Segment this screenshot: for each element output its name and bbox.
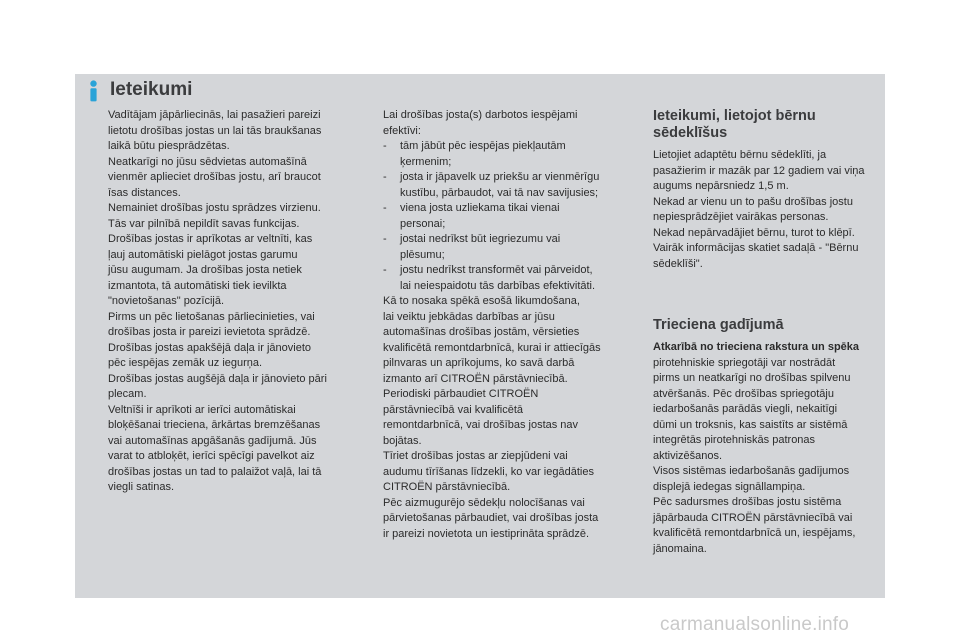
bullet-line: personai; <box>400 217 446 230</box>
section-title-collision: Trieciena gadījumā <box>653 317 784 333</box>
bullet-dash: - <box>383 171 387 183</box>
text-line: drošības josta ir pareizi ievietota sprādzē. <box>108 326 311 338</box>
bullet-dash: - <box>383 233 387 245</box>
text-line: bloķēšanai trieciena, ārkārtas bremzēšanas <box>108 419 321 431</box>
text-line: jānomaina. <box>653 542 707 555</box>
text-line: pārvietošanas pārbaudiet, vai drošības josta <box>383 512 599 524</box>
text-line: Nekad nepārvadājiet bērnu, turot to klēpī. <box>653 226 855 239</box>
text-line: sēdeklīši". <box>653 257 703 270</box>
text-line: Pēc aizmugurējo sēdekļu nolocīšanas vai <box>383 496 585 509</box>
bullet-line: jostai nedrīkst būt iegriezumu vai <box>400 233 561 245</box>
text-line: Neatkarīgi no jūsu sēdvietas automašīnā <box>108 155 307 168</box>
bullet-line: jostu nedrīkst transformēt vai pārveidot, <box>400 264 593 276</box>
text-line: izmantota, tā automātiski tiek ievilkta <box>108 279 287 292</box>
page-title: Ieteikumi <box>110 79 193 100</box>
text-line: bojātas. <box>383 434 422 447</box>
bullet-line: kustību, pārbaudot, vai tā nav savijusies; <box>400 186 599 199</box>
text-line: kvalificētā remontdarbnīcā, kurai ir attiecīgās <box>383 341 601 354</box>
column-right-top <box>653 108 883 272</box>
text-line: atvēršanās. Pēc drošības spriegotāju <box>653 387 834 400</box>
text-line: īsas distances. <box>108 186 181 199</box>
intro-line: efektīvi: <box>383 124 421 137</box>
text-line: displejā iedegas signāllampiņa. <box>653 480 806 493</box>
text-line: pirms un neatkarīgi no drošības spilvenu <box>653 372 851 384</box>
text-line: lietotu drošības jostas un lai tās braukšanas <box>108 124 322 137</box>
info-icon <box>83 80 104 102</box>
text-line: aktivizēšanos. <box>653 449 723 462</box>
text-line: Drošības jostas augšējā daļa ir jānovieto pāri <box>108 372 327 385</box>
text-line: vienmēr aplieciet drošības jostu, arī braucot <box>108 171 321 183</box>
bullet-item <box>383 263 633 294</box>
text-line: audumu tīrīšanas līdzekli, ko var iegādāties <box>383 465 594 478</box>
text-line: Tās var pilnībā nepildīt savas funkcijas. <box>108 217 300 230</box>
text-line: "novietošanas" pozīcijā. <box>108 295 225 307</box>
bullet-line: tām jābūt pēc iespējas piekļautām <box>400 140 566 152</box>
text-line: remontdarbnīcā, vai drošības jostas nav <box>383 419 579 431</box>
text-line: Veltnīši ir aprīkoti ar ierīci automātiskai <box>108 403 296 416</box>
collision-paragraph <box>653 356 883 558</box>
text-line: dūmi un troksnis, kas saistīts ar sistēmā <box>653 418 848 431</box>
text-line: pārstāvniecībā vai kvalificētā <box>383 403 524 416</box>
bullet-line: ķermenim; <box>400 155 452 168</box>
text-line: jūsu augumam. Ja drošības josta netiek <box>108 264 302 276</box>
bullet-dash: - <box>383 140 387 152</box>
text-line: Vadītājam jāpārliecinās, lai pasažieri pareizi <box>108 109 321 121</box>
text-line: automašīnas drošības jostām, vērsieties <box>383 326 580 338</box>
column-middle <box>383 108 633 542</box>
bullet-line: josta ir jāpavelk uz priekšu ar vienmērīgu <box>400 171 600 183</box>
collision-lead-text: Atkarībā no trieciena rakstura un spēka <box>653 341 860 353</box>
text-line: pirotehniskie spriegotāji var nostrādāt <box>653 356 836 369</box>
text-line: ļauj automātiski pielāgot jostas garumu <box>108 248 298 261</box>
text-line: drošības jostas un tad to palaižot vaļā, lai tā <box>108 465 322 478</box>
bullet-dash: - <box>383 202 387 214</box>
text-line: pēc iespējas zemāk uz iegurņa. <box>108 357 263 369</box>
text-line: izmanto arī CITROËN pārstāvniecībā. <box>383 372 568 385</box>
section-title-child-seats <box>653 108 883 142</box>
bullet-item <box>383 232 633 263</box>
text-line: plecam. <box>108 388 147 400</box>
text-line: viegli satinas. <box>108 481 175 493</box>
text-line: Drošības jostas apakšējā daļa ir jānovieto <box>108 341 312 354</box>
text-line: ir pareizi novietota un iestiprināta sprādzē. <box>383 527 590 540</box>
text-line: Pēc sadursmes drošības jostu sistēma <box>653 496 842 508</box>
text-line: iedarbošanās parādās viegli, nekaitīgi <box>653 403 838 415</box>
text-line: pasažierim ir mazāk par 12 gadiem vai viņa <box>653 164 865 177</box>
bullet-line: viena josta uzliekama tikai vienai <box>400 202 560 214</box>
bullet-item <box>383 201 633 232</box>
bullet-item <box>383 170 633 201</box>
text-line: Periodiski pārbaudiet CITROËN <box>383 388 539 400</box>
text-line: CITROËN pārstāvniecībā. <box>383 481 511 493</box>
text-line: integrētās pirotehniskās patronas <box>653 434 816 446</box>
bullet-line: lai neiespaidotu tās darbības efektivitāti. <box>400 279 596 292</box>
bullet-item <box>383 139 633 170</box>
text-line: Visos sistēmas iedarbošanās gadījumos <box>653 465 850 477</box>
text-line: Vairāk informācijas skatiet sadaļā - "Bērnu <box>653 242 859 254</box>
watermark-text: carmanualsonline.info <box>660 614 850 635</box>
child-seats-paragraph <box>653 148 883 272</box>
bullet-dash: - <box>383 264 387 276</box>
column-right-bottom <box>653 340 883 557</box>
text-line: lai veiktu jebkādas darbības ar jūsu <box>383 310 555 323</box>
text-line: Nemainiet drošības jostu sprādzes virzienu. <box>108 202 321 214</box>
text-line: Tīriet drošības jostas ar ziepjūdeni vai <box>383 450 568 462</box>
text-line: Nekad ar vienu un to pašu drošības jostu <box>653 195 853 208</box>
text-line: laikā būtu piesprādzētas. <box>108 140 230 152</box>
text-line: nepiesprādzējiet vairākas personas. <box>653 211 829 223</box>
column-left <box>108 108 363 496</box>
text-line: jāpārbauda CITROËN pārstāvniecībā vai <box>653 511 853 524</box>
text-line: Lietojiet adaptētu bērnu sēdeklīti, ja <box>653 149 827 161</box>
text-line: kvalificētā remontdarbnīcā un, iespējams, <box>653 527 856 539</box>
text-line: varat to atbloķēt, ierīci spēcīgi pavelkot aiz <box>108 450 315 462</box>
title-line: Ieteikumi, lietojot bērnu <box>653 108 816 124</box>
text-line: augums nepārsniedz 1,5 m. <box>653 180 789 192</box>
text-line: Drošības jostas ir aprīkotas ar veltnīti, kas <box>108 233 313 245</box>
text-line: Pirms un pēc lietošanas pārliecinieties, vai <box>108 310 315 323</box>
text-line: pilnvaras un aprīkojums, ko savā darbā <box>383 357 575 369</box>
bullet-line: plēsumu; <box>400 248 445 261</box>
intro-line: Lai drošības josta(s) darbotos iespējami <box>383 109 578 121</box>
text-line: Kā to nosaka spēkā esošā likumdošana, <box>383 295 580 307</box>
text-line: vai automašīnas apgāšanās gadījumā. Jūs <box>108 434 317 447</box>
title-line: sēdeklīšus <box>653 125 728 141</box>
